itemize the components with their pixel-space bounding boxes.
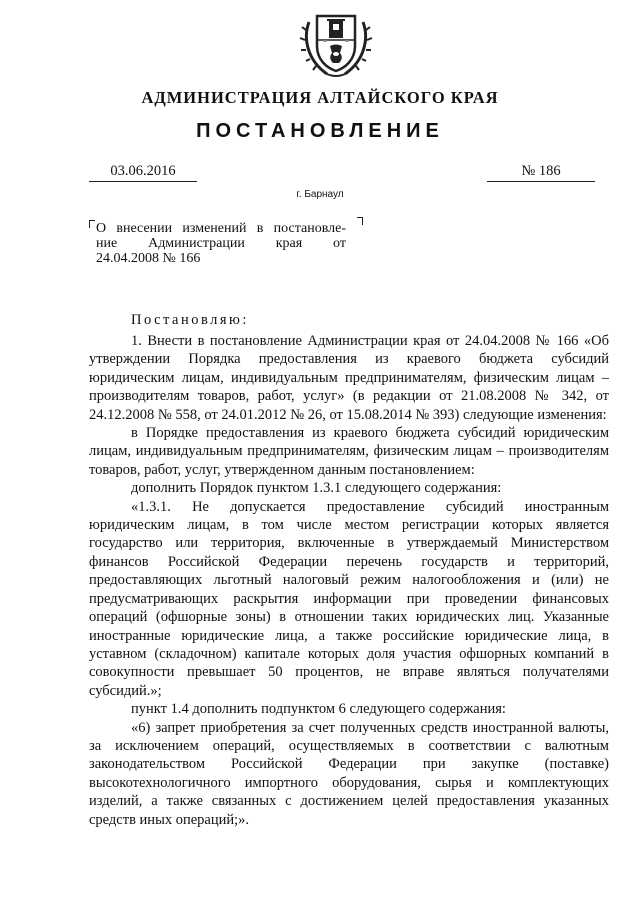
body-paragraph: в Порядке предоставления из краевого бюджета субсидий юридическим лицам, индивидуальным предпринимателям, физическим лицам – производителям товаров, работ, услуг, утвержденном данным постановлением: bbox=[89, 425, 609, 478]
subject-line-3: 24.04.2008 № 166 bbox=[96, 250, 201, 266]
body-paragraph: дополнить Порядок пунктом 1.3.1 следующего содержания: bbox=[131, 480, 502, 497]
subject-bracket-left bbox=[89, 220, 95, 228]
document-city: г. Барнаул bbox=[296, 189, 344, 200]
organization-title: АДМИНИСТРАЦИЯ АЛТАЙСКОГО КРАЯ bbox=[141, 88, 499, 107]
document-body bbox=[89, 332, 609, 829]
document-type-title: ПОСТАНОВЛЕНИЕ bbox=[196, 120, 444, 142]
document-subject bbox=[96, 222, 346, 266]
subject-line-2: ние Администрации края от bbox=[96, 235, 346, 251]
subject-bracket-right bbox=[357, 217, 363, 225]
body-paragraph: «1.3.1. Не допускается предоставление субсидий иностранным юридическим лицам, в том числе местом регистрации которых является государство или территория, включенные в утверждаемый Министерством финансов Российской Федерации перечень государств и территорий, предоставляющих льготный налоговый режим налогообложения и (или) не предусматривающих раскрытия информации при проведении финансовых операций (офшорные зоны) в отношении таких юридических лиц. Указанные иностранные юридические лица, а также российские юридические лица, в уставном (складочном) капитале которых доля участия офшорных компаний в совокупности превышает 50 процентов, не вправе являться получателями субсидий.»; bbox=[89, 498, 609, 699]
preamble: Постановляю: bbox=[131, 312, 249, 328]
body-paragraph: «6) запрет приобретения за счет полученных средств иностранной валюты, за исключением операций, осуществляемых в соответствии с валютным законодательством Российской Федерации при закупке (поставке) высокотехнологичного импортного оборудования, сырья и комплектующих изделий, а также связанных с достижением целей предоставления указанных средств иных операций;». bbox=[89, 719, 609, 828]
coat-of-arms-icon bbox=[297, 8, 375, 80]
subject-line-1: О внесении изменений в постановле- bbox=[96, 221, 346, 236]
document-date: 03.06.2016 bbox=[89, 163, 197, 182]
body-paragraph: 1. Внести в постановление Администрации края от 24.04.2008 № 166 «Об утверждении Порядка предоставления из краевого бюджета субсидий юридическим лицам, индивидуальным предпринимателям, физическим лицам – производителям товаров, работ, услуг» (в редакции от 21.08.2008 № 342, от 24.12.2008 № 558, от 24.01.2012 № 26, от 15.08.2014 № 393) следующие изменения: bbox=[89, 333, 609, 423]
body-paragraph: пункт 1.4 дополнить подпунктом 6 следующего содержания: bbox=[131, 701, 506, 718]
document-number: № 186 bbox=[487, 163, 595, 182]
